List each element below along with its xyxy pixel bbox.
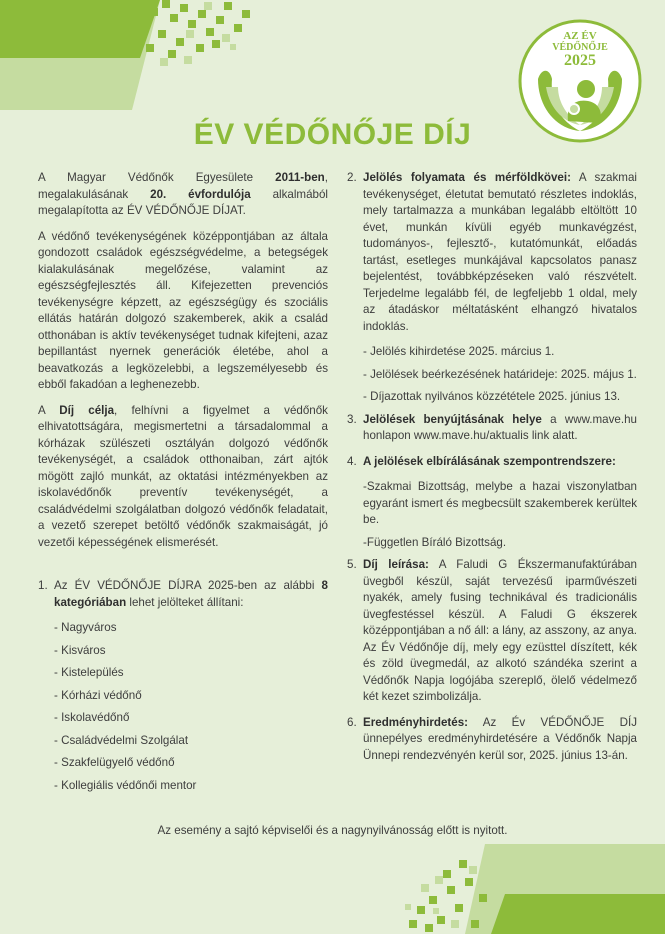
list-item: - Díjazottak nyilvános közzététele 2025. június 13. — [363, 390, 621, 403]
categories-item: 1. Az ÉV VÉDŐNŐJE DÍJRA 2025-ben az alábbi 8 kategóriában lehet jelölteket állítani: — [38, 579, 328, 609]
list-item: - Családvédelmi Szolgálat — [54, 733, 189, 747]
goal-paragraph: A Díj célja, felhívni a figyelmet a védőnők elhivatottságára, megismertetni a társadalommal a kórházak szülészeti osztályán dolgozó védőnők tevékenységét, a családok otthonaiban, zárt ajtók mögött zajló munkát, az oktatási intézményekben az iskolavédőnők preventív tevékenységét, a családvédelmi szolgálatban dolgozó védőnők feladatait, a vezető szerepet betöltő védőnők szakmaiságát, jó vezetői képességének elismerését. — [38, 403, 328, 549]
list-item: - Kistelepülés — [54, 666, 124, 679]
list-item: - Jelölés kihirdetése 2025. március 1. — [363, 345, 555, 358]
list-item: -Szakmai Bizottság, melybe a hazai viszonylatban egyaránt ismert és megbecsült szakemberek kerültek be. — [363, 480, 637, 526]
intro-paragraph: A Magyar Védőnők Egyesülete 2011-ben, megalakulásának 20. évfordulója alkalmából megalapította az ÉV VÉDŐNŐJE DÍJAT. — [38, 171, 328, 217]
list-item: - Nagyváros — [54, 621, 117, 634]
page-title: ÉV VÉDŐNŐJE DÍJ — [193, 118, 472, 151]
bottom-right-decoration — [385, 824, 665, 934]
submission-place-item: 3. Jelölések benyújtásának helye a www.mave.hu honlapon www.mave.hu/aktualis link alatt. — [347, 412, 637, 442]
award-description-item: 5. Díj leírása: A Faludi G Ékszermanufaktúrában üvegből készül, saját tervezésű iparművészeti nyakék, amely fusing technikával és tradicionális üvegfestéssel készül. A Faludi G ékszerek középpontjában a nő áll: a lány, az asszony, az anya. Az Év Védőnője díj, mely egy ezüsttel díszített, kék és zöld üvegmedál, az alkotó szándéka szerint a Védőnők Napja logójába szereplő, ölelő védelmező két kezet szimbolizálja. — [347, 558, 637, 703]
right-column — [347, 170, 637, 773]
logo-line1: AZ ÉV — [563, 30, 597, 42]
list-item: - Jelölések beérkezésének határideje: 2025. május 1. — [363, 367, 637, 381]
list-item: - Kórházi védőnő — [54, 688, 142, 702]
top-left-decoration — [0, 0, 260, 115]
nomination-process-item: 2. Jelölés folyamata és mérföldkövei: A szakmai tevékenységet, életutat bemutató részletes indoklás, mely tartalmazza a munkában legalább eltöltött 10 évet, munkán kívüli egyéb munkavégzést, tudományos-, fejlesztő-, kutatómunkát, előadás tartást, esetleges munkájával kapcsolatos panasz bejelentést, továbbképzéseken való részvételt. Terjedelme legalább fél, de legfeljebb 1 oldal, mely az átadáskor méltatásként elhangzó hivatalos indoklás. — [347, 171, 637, 333]
list-item: - Kisváros — [54, 643, 106, 657]
logo-line2: VÉDŐNŐJE — [552, 42, 608, 53]
list-item: -Független Bíráló Bizottság. — [363, 535, 507, 549]
left-column — [38, 170, 328, 800]
footer-note: Az esemény a sajtó képviselői és a nagynyilvánosság előtt is nyitott. — [157, 824, 508, 837]
list-item: - Szakfelügyelő védőnő — [54, 756, 175, 769]
logo-year: 2025 — [564, 52, 596, 69]
description-paragraph: A védőnő tevékenységének középpontjában az általa gondozott családok egészségvédelme, a betegségek kialakulásának megelőzése, valamint az egészségfejlesztés áll. Kifejezetten prevenciós tevékenységre képzett, az egészségügy és szociális ellátás határán dolgozó szakemberek, akik a család otthonában is aktív tevékenységet tudnak kifejteni, azaz bepillantást nyernek generációk életébe, ahol a beavatkozás a legközelebbi, a legszemélyesebb és ebből fakadóan a leghenezebb. — [38, 229, 328, 391]
results-announcement-item: 6. Eredményhirdetés: Az Év VÉDŐNŐJE DÍJ ünnepélyes eredményhirdetésére a Védőnők Napja Ünnepi rendezvényén kerül sor, 2025. június 13-án. — [347, 715, 637, 762]
list-item: - Kollegiális védőnői mentor — [54, 778, 197, 792]
category-list — [38, 620, 328, 794]
evaluation-criteria-item: 4. A jelölések elbírálásának szempontrendszere: — [347, 454, 616, 468]
list-item: - Iskolavédőnő — [54, 711, 130, 724]
